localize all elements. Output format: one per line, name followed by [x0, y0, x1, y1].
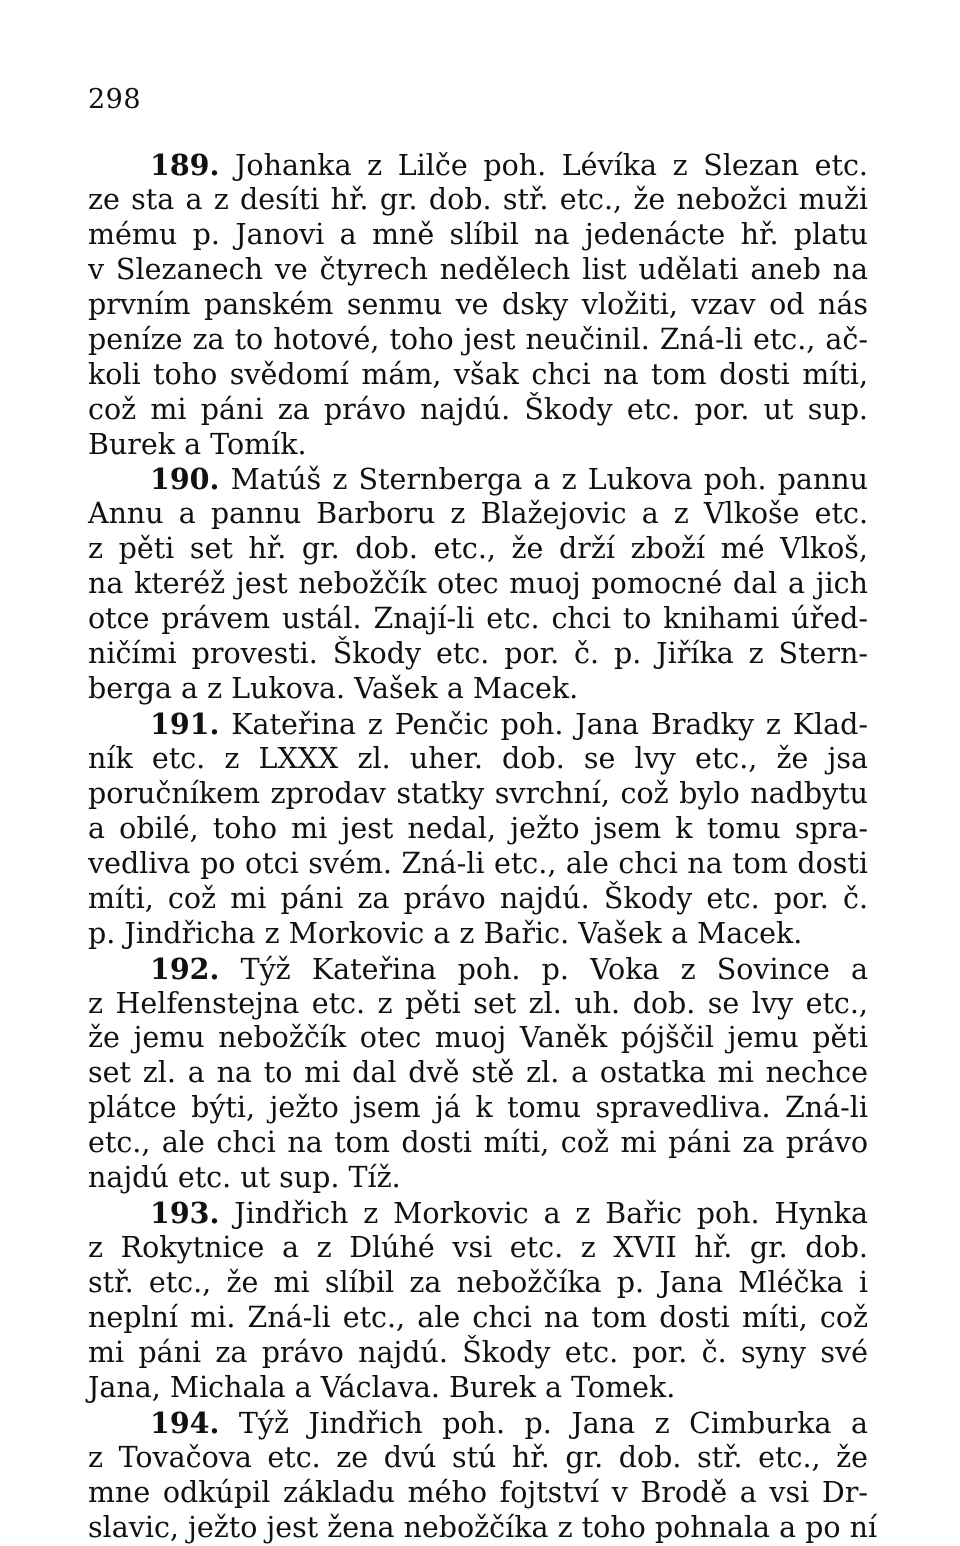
- entry-number: 189.: [150, 148, 220, 182]
- text-line: z Rokytnice a z Dlúhé vsi etc. z XVII hř. gr. dob.: [88, 1231, 868, 1265]
- text-line: plátce býti, ježto jsem já k tomu spravedliva. Zná-li: [88, 1091, 868, 1125]
- entry-text: Týž Kateřina poh. p. Voka z Sovince a: [219, 952, 868, 986]
- text-line: mému p. Janovi a mně slíbil na jedenácte hř. platu: [88, 217, 868, 251]
- text-line: peníze za to hotové, toho jest neučinil. Zná-li etc., ač-: [88, 322, 868, 356]
- text-line: p. Jindřicha z Morkovic a z Bařic. Vašek a Macek.: [88, 916, 803, 950]
- text-line: z pěti set hř. gr. dob. etc., že drží zboží mé Vlkoš,: [88, 532, 868, 566]
- entry-number: 194.: [150, 1405, 220, 1440]
- entry-number: 191.: [150, 707, 220, 741]
- text-line: neplní mi. Zná-li etc., ale chci na tom dosti míti, což: [88, 1300, 868, 1334]
- text-line: slavic, ježto jest žena nebožčíka z toho pohnala a po ní: [88, 1510, 878, 1544]
- text-line: mne odkúpil základu mého fojtství v Brodě a vsi Dr-: [88, 1475, 868, 1509]
- text-line: berga a z Lukova. Vašek a Macek.: [88, 672, 579, 706]
- text-line: Burek a Tomík.: [88, 427, 307, 461]
- text-line: Jana, Michala a Václava. Burek a Tomek.: [88, 1370, 676, 1404]
- entry-first-line: [88, 462, 868, 497]
- text-line: stř. etc., že mi slíbil za nebožčíka p. Jana Mléčka i: [88, 1266, 868, 1299]
- entry-text: Týž Jindřich poh. p. Jana z Cimburka a: [219, 1406, 868, 1440]
- entry-first-line: [88, 1196, 868, 1231]
- text-line: etc., ale chci na tom dosti míti, což mi páni za právo: [88, 1126, 868, 1160]
- text-line: koli toho svědomí mám, však chci na tom dosti míti,: [88, 357, 868, 391]
- entry-text: Johanka z Lilče poh. Lévíka z Slezan etc.: [219, 149, 868, 182]
- text-line: vedliva po otci svém. Zná-li etc., ale chci na tom dosti: [88, 846, 868, 880]
- text-line: otce právem ustál. Znají-li etc. chci to knihami úřed-: [88, 602, 868, 636]
- text-line: což mi páni za právo najdú. Škody etc. por. ut sup.: [88, 392, 868, 426]
- text-line: z Helfenstejna etc. z pěti set zl. uh. dob. se lvy etc.,: [88, 986, 868, 1020]
- text-line: set zl. a na to mi dal dvě stě zl. a ostatka mi nechce: [88, 1056, 868, 1090]
- text-line: Annu a pannu Barboru z Blažejovic a z Vlkoše etc.: [88, 497, 868, 531]
- page-body: [88, 148, 878, 1546]
- text-line: a obilé, toho mi jest nedal, ježto jsem k tomu spra-: [88, 811, 868, 845]
- entry-text: Matúš z Sternberga a z Lukova poh. pannu: [219, 463, 868, 497]
- entry-text: Kateřina z Penčic poh. Jana Bradky z Klad-: [219, 708, 868, 741]
- text-line: najdú etc. ut sup. Tíž.: [88, 1161, 401, 1195]
- text-line: ničími provesti. Škody etc. por. č. p. Jiříka z Stern-: [88, 637, 868, 671]
- text-line: že jemu nebožčík otec muoj Vaněk pójščil jemu pěti: [88, 1021, 868, 1055]
- entry-first-line: [88, 952, 868, 987]
- entry-first-line: [88, 707, 868, 742]
- text-line: z Tovačova etc. ze dvú stú hř. gr. dob. stř. etc., že: [88, 1440, 868, 1474]
- entry-text: Jindřich z Morkovic a z Bařic poh. Hynka: [219, 1197, 868, 1231]
- text-line: ník etc. z LXXX zl. uher. dob. se lvy etc., že jsa: [88, 741, 868, 775]
- text-line: poručníkem zprodav statky svrchní, což bylo nadbytu: [88, 776, 868, 810]
- entry-first-line: [88, 148, 868, 183]
- text-line: prvním panském senmu ve dsky vložiti, vzav od nás: [88, 287, 868, 321]
- page-number: 298: [88, 84, 142, 115]
- entry-first-line: [88, 1406, 868, 1441]
- text-line: v Slezanech ve čtyrech nedělech list udělati aneb na: [88, 252, 868, 286]
- text-line: mi páni za právo najdú. Škody etc. por. č. syny své: [88, 1335, 868, 1369]
- entry-number: 192.: [150, 951, 220, 986]
- entry-number: 193.: [150, 1196, 220, 1231]
- text-line: ze sta a z desíti hř. gr. dob. stř. etc., že nebožci muži: [88, 182, 868, 216]
- entry-number: 190.: [150, 462, 220, 497]
- text-line: na kteréž jest nebožčík otec muoj pomocné dal a jich: [88, 567, 868, 601]
- text-line: míti, což mi páni za právo najdú. Škody etc. por. č.: [88, 881, 868, 915]
